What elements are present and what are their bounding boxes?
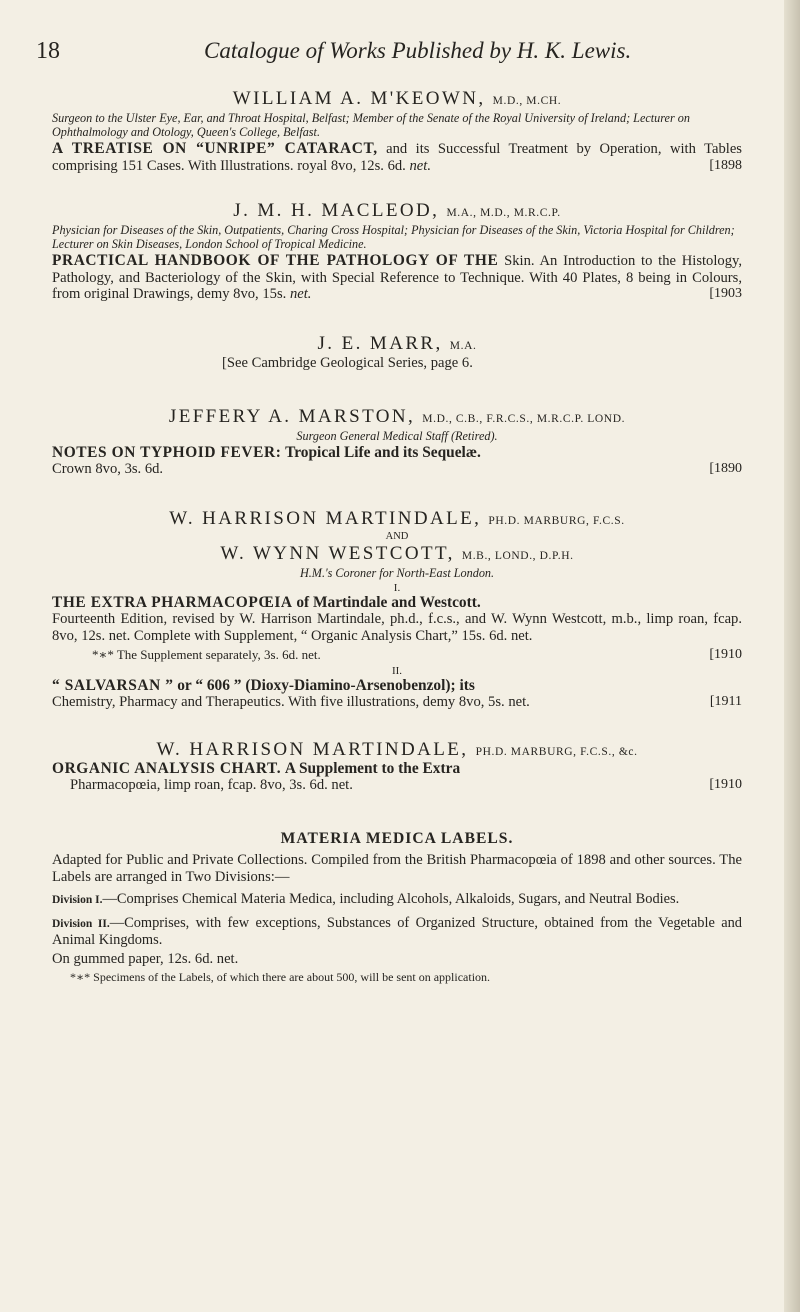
book-description: NOTES ON TYPHOID FEVER: Tropical Life and its Sequelæ. Crown 8vo, 3s. 6d. [1890: [52, 443, 742, 478]
book-subtitle: Tropical Life and its Sequelæ.: [285, 443, 481, 461]
publication-year: [1890: [709, 461, 742, 477]
book-title: ORGANIC ANALYSIS CHART.: [52, 759, 282, 777]
cross-reference: [See Cambridge Geological Series, page 6.: [222, 354, 473, 371]
price-line: On gummed paper, 12s. 6d. net.: [52, 950, 239, 967]
book-description: PRACTICAL HANDBOOK OF THE PATHOLOGY OF THE Skin. An Introduction to the Histology, Pathology, and Bacteriology of the Skin, with Special Reference to Technique. With 40 Plates, 8 being in Colours, from original Drawings, demy 8vo, 15s. net. [1903: [52, 252, 742, 303]
running-head: Catalogue of Works Published by H. K. Lewis.: [204, 38, 632, 63]
author-name: JEFFERY A. MARSTON, M.D., C.B., F.R.C.S., M.R.C.P. LOND.: [168, 405, 626, 427]
book-description: THE EXTRA PHARMACOPŒIA of Martindale and Westcott. Fourteenth Edition, revised by W. Harrison Martindale, ph.d., f.c.s., and W. Wynn Westcott, m.b., limp roan, fcap. 8vo, 12s. net. Complete with Supplement, “ Organic Analysis Chart,” 15s. 6d. net.: [52, 593, 742, 644]
book-description: ORGANIC ANALYSIS CHART. A Supplement to the Extra Pharmacopœia, limp roan, fcap. 8vo, 3s. 6d. net. [1910: [52, 759, 742, 794]
book-title: “ SALVARSAN ”: [52, 676, 174, 694]
footnote: *∗* Specimens of the Labels, of which there are about 500, will be sent on application.: [70, 970, 491, 985]
entry-marston: [52, 406, 742, 478]
page-edge-shadow: [784, 0, 800, 1312]
entry-mkeown: [52, 88, 742, 174]
entry-macleod: [52, 200, 742, 303]
author-affiliation: H.M.'s Coroner for North-East London.: [299, 565, 495, 580]
author-joiner: AND: [385, 530, 409, 542]
publication-year: [1910: [709, 777, 742, 793]
entry-organic-analysis: [52, 739, 742, 794]
book-description: A TREATISE ON “UNRIPE” CATARACT, and its Successful Treatment by Operation, with Tables comprising 151 Cases. With Illustrations. royal 8vo, 12s. 6d. net. [1898: [52, 140, 742, 174]
book-title: PRACTICAL HANDBOOK OF THE PATHOLOGY OF THE: [52, 252, 499, 270]
item-numeral: I.: [393, 581, 401, 594]
division-item: Division II.—Comprises, with few exceptions, Substances of Organized Structure, obtained from the Vegetable and Animal Kingdoms.: [52, 914, 743, 949]
author-name: J. M. H. MACLEOD, M.A., M.D., M.R.C.P.: [233, 200, 561, 222]
author-affiliation: Surgeon to the Ulster Eye, Ear, and Throat Hospital, Belfast; Member of the Senate of the Royal University of Ireland; Lecturer on Ophthalmology and Otology, Queen's College, Belfast.: [52, 111, 690, 139]
author-affiliation: Physician for Diseases of the Skin, Outpatients, Charing Cross Hospital; Physician for Diseases of the Skin, Victoria Hospital for Children; Lecturer on Skin Diseases, London School of Tropical Medicine.: [52, 223, 735, 252]
publication-year: [1911: [709, 694, 742, 710]
author-name: WILLIAM A. M'KEOWN, M.D., M.CH.: [232, 88, 562, 109]
section-intro: Adapted for Public and Private Collections. Compiled from the British Pharmacopœia of 1898 and other sources. The Labels are arranged in Two Divisions:—: [52, 851, 742, 885]
section-title: MATERIA MEDICA LABELS.: [280, 829, 514, 847]
coauthor-name: W. WYNN WESTCOTT, M.B., LOND., D.P.H.: [220, 542, 574, 564]
publication-year: [1898: [709, 157, 742, 173]
author-affiliation: Surgeon General Medical Staff (Retired).: [296, 428, 498, 443]
publication-year: [1910: [709, 646, 742, 662]
publication-year: [1903: [709, 286, 742, 302]
author-name: W. HARRISON MARTINDALE, PH.D. MARBURG, F.C.S., &c.: [156, 738, 638, 760]
entry-materia-medica: [52, 830, 742, 986]
book-title: THE EXTRA PHARMACOPŒIA: [52, 593, 293, 611]
entry-martindale-westcott: [52, 508, 742, 711]
author-name: W. HARRISON MARTINDALE, PH.D. MARBURG, F.C.S.: [169, 507, 625, 529]
item-numeral: II.: [391, 664, 403, 677]
division-item: Division I.—Comprises Chemical Materia Medica, including Alcohols, Alkaloids, Sugars, and Neutral Bodies.: [52, 891, 680, 908]
supplement-note: *∗* The Supplement separately, 3s. 6d. net. [1910: [92, 646, 742, 662]
book-title: A TREATISE ON “UNRIPE” CATARACT,: [52, 140, 378, 157]
page-content: [52, 88, 742, 1011]
page-header: [36, 38, 740, 74]
entry-marr: [52, 333, 742, 372]
book-description: “ SALVARSAN ” or “ 606 ” (Dioxy-Diamino-Arsenobenzol); its Chemistry, Pharmacy and Therapeutics. With five illustrations, demy 8vo, 5s. net. [1911: [52, 676, 742, 711]
author-name: J. E. MARR, M.A.: [317, 332, 477, 354]
book-title: NOTES ON TYPHOID FEVER:: [52, 443, 282, 461]
page-number: 18: [36, 38, 60, 64]
